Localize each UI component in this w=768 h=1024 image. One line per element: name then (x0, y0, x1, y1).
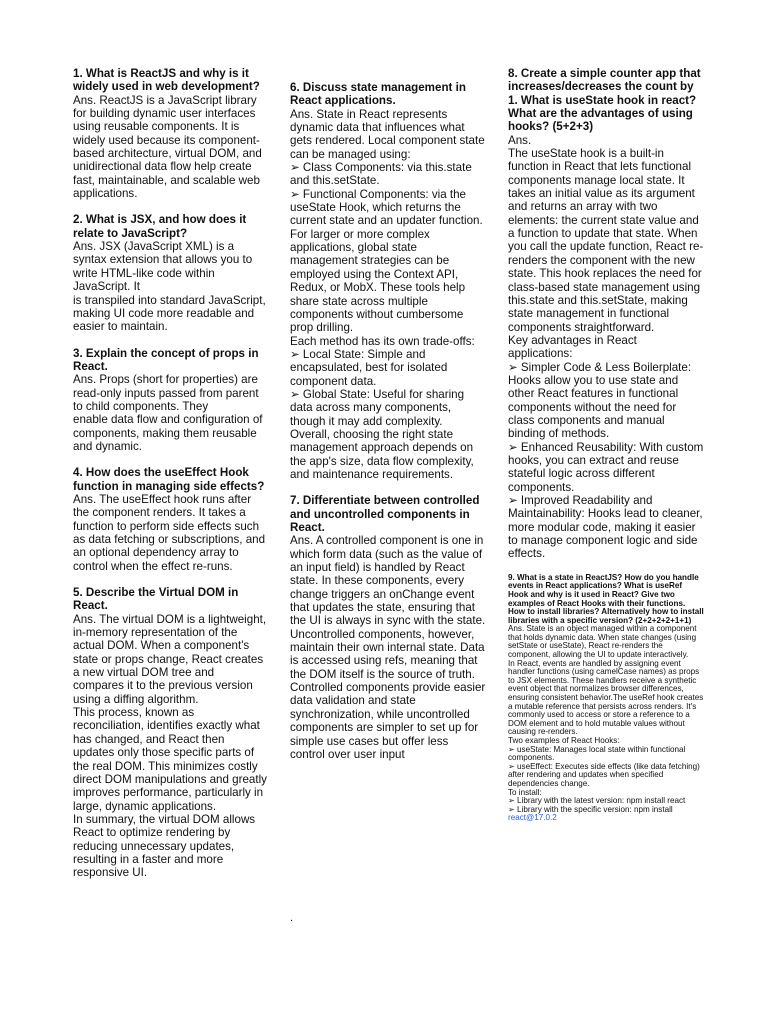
answer-text: Ans. Props (short for properties) are read-only inputs passed from parent to child components. They (73, 373, 259, 413)
answer-text: Ans. State in React represents dynamic data that influences what gets rendered. Local component state (290, 107, 485, 148)
answer-text: In summary, the virtual DOM allows React to optimize rendering by reducing unnecessary updates, resulting in a faster and more responsive UI. (73, 812, 256, 880)
answer-text: Overall, choosing the right state management approach depends on the app's size, data flow complexity, and maintenance requirements. (290, 427, 474, 481)
stray-mark: . (290, 912, 294, 924)
answer-text: ➢ useEffect: Executes side effects (like data fetching) after rendering and updates when specified dependencies change. (508, 761, 700, 788)
answer-text: ➢ Library with the specific version: npm install (508, 804, 673, 814)
answer-text: Controlled components provide easier data validation and state synchronization, while uncontrolled components are simpler to set up for simple use cases but offer less control over user input (290, 681, 486, 761)
question-heading: 1. What is ReactJS and why is it widely used in web development? (73, 67, 260, 94)
answer-text: ➢ Improved Readability and Maintainability: Hooks lead to cleaner, more modular code, making it easier to manage component logic and side effects. (508, 494, 703, 561)
answer-text: ➢ Library with the latest version: npm install react (508, 796, 686, 806)
question-block (73, 67, 268, 200)
answer-text: ➢ useState: Manages local state within functional components. (508, 744, 686, 763)
question-heading: 9. What is a state in ReactJS? How do you handle events in React applications? What is useRef Hook and why is it used in React? Give two examples of React Hooks with their functions. How to install libraries? Alternatively how to install libraries with a specific version? (2+2+2+2+1+1) (508, 572, 704, 625)
answer-text: In React, events are handled by assigning event handler functions (using camelCase names) as props to JSX elements. These handlers receive a synthetic event object that normalizes browser differences, ensuring consistent behavior.The useRef hook creates a mutable reference that persists across renders. It's commonly used to access or store a reference to a DOM element and to hold mutable values without causing re-renders. (508, 658, 704, 737)
answer-text: Two examples of React Hooks: (508, 736, 620, 745)
answer-text: can be managed using: (290, 147, 411, 161)
question-9 (508, 574, 704, 823)
answer-text: For larger or more complex applications, global state management strategies can be employed using the Context API, Redux, or MobX. These tools help share state across multiple components without cumbersome prop drilling. (290, 227, 466, 335)
answer-text: Uncontrolled components, however, maintain their own internal state. Data is accessed using refs, meaning that the DOM itself is the source of truth. (290, 627, 485, 681)
question-heading: 7. Differentiate between controlled and uncontrolled components in React. (290, 494, 480, 534)
answer-text: Ans. ReactJS is a JavaScript library for building dynamic user interfaces using reusable components. It is widely used because its component-based architecture, virtual DOM, and unidirectional data flow help create fast, maintainable, and scalable web applications. (73, 93, 262, 201)
answer-text: enable data flow and configuration of components, making them reusable and dynamic. (73, 413, 263, 453)
answer-text: This process, known as reconciliation, identifies exactly what has changed, and React then updates only those specific parts of the real DOM. This minimizes costly direct DOM manipulations and greatly improves performance, particularly in large, dynamic applications. (73, 706, 267, 813)
answer-text: is transpiled into standard JavaScript, making UI code more readable and easier to maintain. (73, 293, 266, 334)
question-heading: 5. Describe the Virtual DOM in React. (73, 586, 239, 613)
column-1 (73, 67, 268, 893)
answer-text: Key advantages in React applications: (508, 333, 637, 361)
answer-text: Ans. (508, 133, 532, 147)
question-block (290, 81, 486, 481)
question-block (290, 494, 486, 761)
answer-text: Ans. The useEffect hook runs after the component renders. It takes a function to perform side effects such as data fetching or subscriptions, and an optional dependency array to control when the effect re-runs. (73, 492, 266, 573)
answer-text: The useState hook is a built-in function in React that lets functional components manage local state. It takes an initial value as its argument and returns an array with two elements: the current state value and a function to update that state. When you call the update function, React re-renders the component with the new state. This hook replaces the need for class-based state management using this.state and this.setState, making state management in functional components straightforward. (508, 147, 704, 334)
question-heading: 6. Discuss state management in React applications. (290, 81, 466, 108)
question-heading: 8. Create a simple counter app that increases/decreases the count by 1. What is useState hook in react? What are the advantages of using hooks? (5+2+3) (508, 67, 701, 134)
answer-text: ➢ Functional Components: via the useState Hook, which returns the current state and an updater function. (290, 187, 483, 228)
answer-text: ➢ Local State: Simple and encapsulated, best for isolated component data. (290, 347, 448, 388)
answer-text: Ans. JSX (JavaScript XML) is a syntax extension that allows you to write HTML-like code within JavaScript. It (73, 240, 253, 294)
question-block (508, 67, 704, 561)
answer-text: To install: (508, 787, 542, 797)
answer-text: Each method has its own trade-offs: (290, 334, 475, 348)
question-block (73, 586, 268, 880)
question-block (73, 347, 268, 454)
question-block (73, 466, 268, 573)
answer-text: ➢ Class Components: via this.state and this.setState. (290, 161, 472, 188)
answer-text: Ans. The virtual DOM is a lightweight, in-memory representation of the actual DOM. When a component's state or props change, React creates a new virtual DOM tree and compares it to the previous version using a diffing algorithm. (73, 612, 267, 706)
question-block (73, 213, 268, 333)
question-heading: 4. How does the useEffect Hook function in managing side effects? (73, 466, 265, 493)
column-2 (290, 81, 486, 774)
question-heading: 2. What is JSX, and how does it relate to JavaScript? (73, 213, 247, 240)
answer-text: Ans. A controlled component is one in which form data (such as the value of an input field) is handled by React state. In these components, every change triggers an onChange event that updates the state, ensuring that the UI is always in sync with the state. (290, 534, 486, 628)
answer-text: Ans. State is an object managed within a component that holds dynamic data. When state changes (using setState or useState), React re-renders the component, allowing the UI to update interactively. (508, 624, 697, 660)
answer-text: ➢ Enhanced Reusability: With custom hooks, you can extract and reuse stateful logic across different components. (508, 440, 704, 494)
question-heading: 3. Explain the concept of props in React. (73, 346, 259, 373)
version-link[interactable]: react@17.0.2 (508, 813, 557, 823)
answer-text: ➢ Simpler Code & Less Boilerplate: Hooks allow you to use state and other React features in functional components without the need for class components and manual binding of methods. (508, 360, 692, 441)
answer-text: ➢ Global State: Useful for sharing data across many components, though it may add complexity. (290, 387, 465, 428)
column-3 (508, 67, 704, 836)
